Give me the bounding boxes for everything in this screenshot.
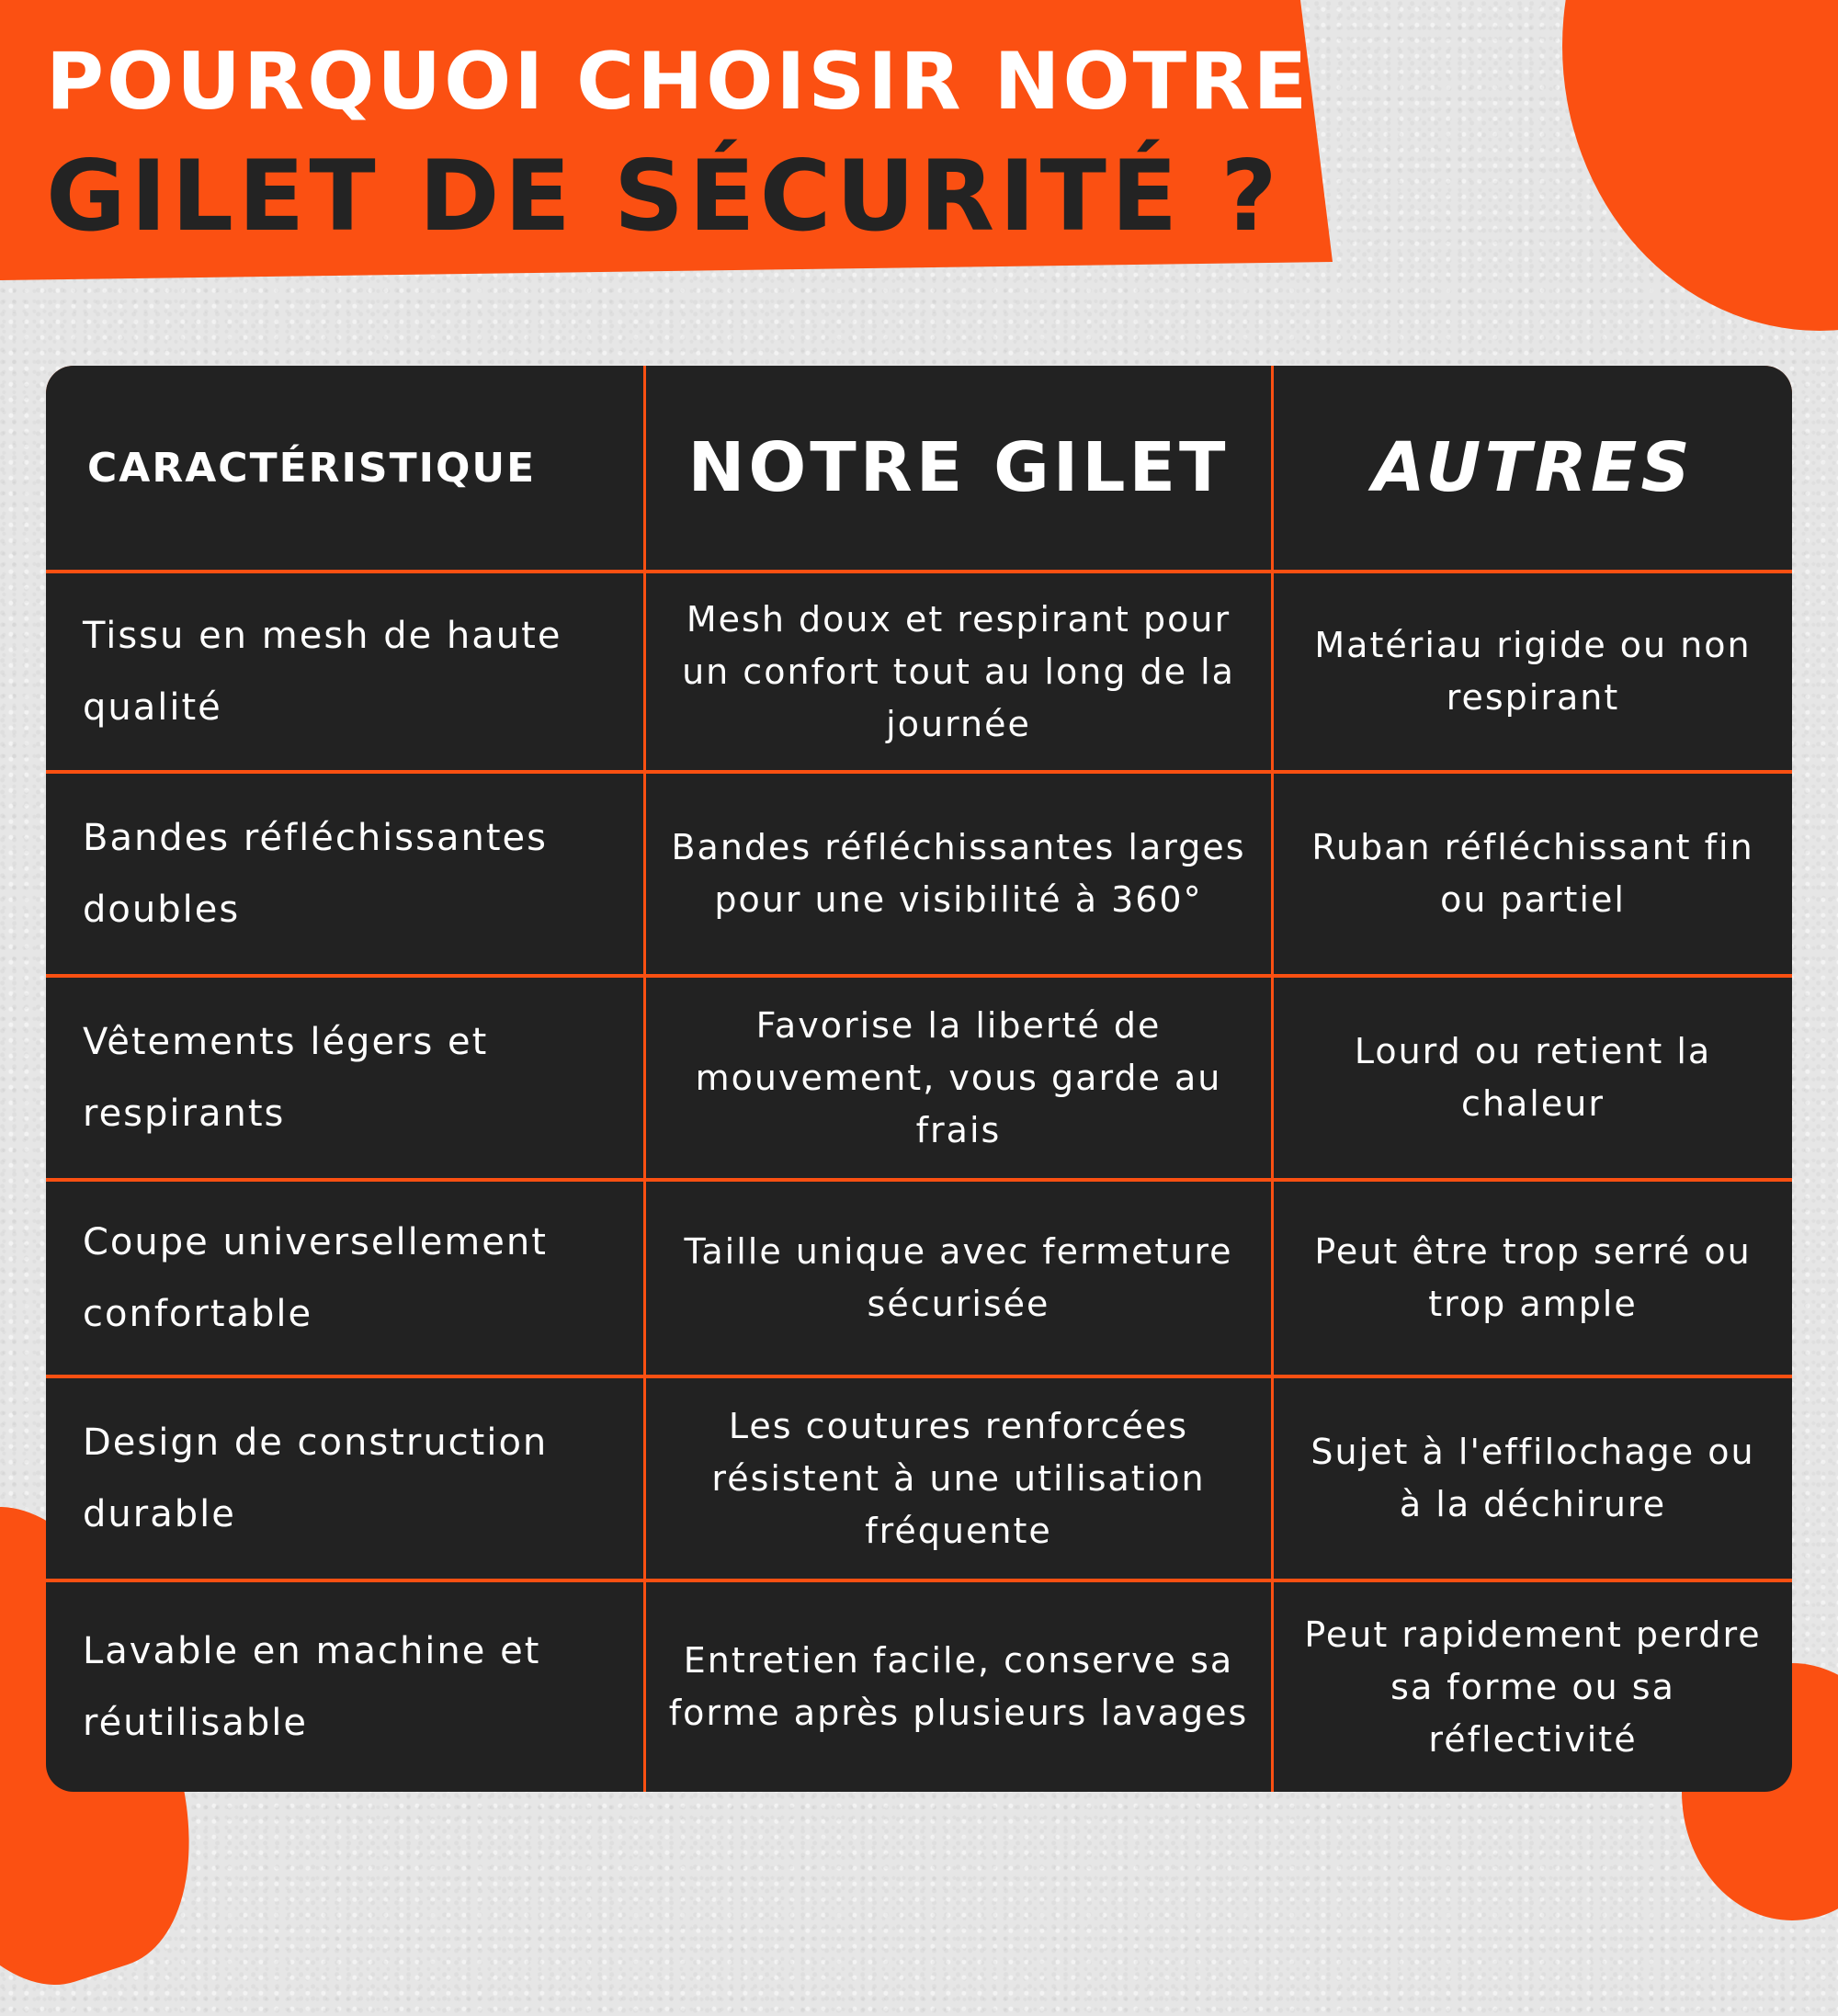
table-row-3-others — [1274, 978, 1792, 1178]
header-others-label: AUTRES — [1372, 428, 1694, 507]
header-feature-label: CARACTÉRISTIQUE — [87, 444, 537, 492]
table-row-6-others — [1274, 1582, 1792, 1792]
comparison-grid — [46, 366, 1792, 1792]
feature-text: Bandes réfléchissantes doubles — [83, 817, 548, 931]
ours-text: Favorise la liberté de mouvement, vous garde au frais — [695, 1004, 1222, 1150]
others-text: Lourd ou retient la chaleur — [1354, 1031, 1712, 1124]
ours-text: Entretien facile, conserve sa forme après plusieurs lavages — [668, 1640, 1249, 1733]
table-row-2-others — [1274, 774, 1792, 974]
others-text: Sujet à l'effilochage ou à la déchirure — [1310, 1432, 1755, 1524]
ours-text: Les coutures renforcées résistent à une utilisation fréquente — [711, 1405, 1206, 1551]
title-line-1: POURQUOI CHOISIR NOTRE — [46, 36, 1310, 128]
others-text: Matériau rigide ou non respirant — [1314, 625, 1752, 718]
table-row-4-feature — [46, 1182, 643, 1375]
header-ours — [646, 366, 1271, 570]
title-line-2: GILET DE SÉCURITÉ ? — [46, 140, 1282, 253]
ours-text: Mesh doux et respirant pour un confort tout au long de la journée — [682, 598, 1235, 744]
decorative-orange-shape-top-right — [1562, 0, 1838, 331]
ours-text: Bandes réfléchissantes larges pour une visibilité à 360° — [671, 827, 1246, 920]
table-row-2-feature — [46, 774, 643, 974]
ours-text: Taille unique avec fermeture sécurisée — [684, 1231, 1233, 1324]
feature-text: Tissu en mesh de haute qualité — [83, 615, 562, 729]
feature-text: Vêtements légers et respirants — [83, 1021, 489, 1135]
table-row-4-ours — [646, 1182, 1271, 1375]
header-ours-label: NOTRE GILET — [687, 428, 1230, 507]
table-row-3-ours — [646, 978, 1271, 1178]
table-row-1-others — [1274, 573, 1792, 770]
table-row-4-others — [1274, 1182, 1792, 1375]
others-text: Peut rapidement perdre sa forme ou sa réflectivité — [1304, 1614, 1762, 1760]
table-row-5-feature — [46, 1378, 643, 1579]
table-row-1-feature — [46, 573, 643, 770]
table-row-6-ours — [646, 1582, 1271, 1792]
table-row-2-ours — [646, 774, 1271, 974]
feature-text: Design de construction durable — [83, 1421, 549, 1535]
comparison-table — [46, 366, 1792, 1792]
feature-text: Coupe universellement confortable — [83, 1221, 548, 1335]
table-row-5-others — [1274, 1378, 1792, 1579]
table-row-6-feature — [46, 1582, 643, 1792]
table-row-1-ours — [646, 573, 1271, 770]
header-others — [1274, 366, 1792, 570]
table-row-5-ours — [646, 1378, 1271, 1579]
page-title — [46, 28, 1310, 257]
table-row-3-feature — [46, 978, 643, 1178]
others-text: Peut être trop serré ou trop ample — [1314, 1231, 1752, 1324]
header-feature — [46, 366, 643, 570]
others-text: Ruban réfléchissant fin ou partiel — [1311, 827, 1754, 920]
feature-text: Lavable en machine et réutilisable — [83, 1630, 541, 1744]
